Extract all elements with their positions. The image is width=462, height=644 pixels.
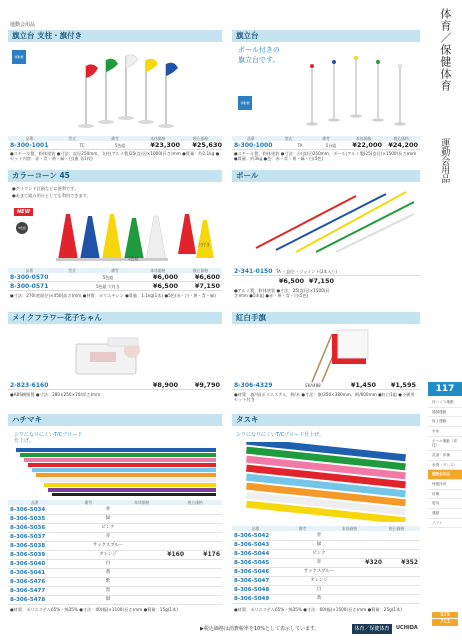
sash-table — [232, 532, 420, 604]
set-badge: 5色組 — [16, 222, 28, 234]
vertical-title: 体育／保健体育 — [438, 8, 452, 92]
table-row: 8-306-5477 黒 — [8, 587, 222, 596]
price-in-tax: ¥25,630 — [192, 141, 222, 150]
price-row — [232, 142, 420, 150]
price-ex-tax: ¥23,300 — [150, 141, 180, 150]
hand-flags-illustration — [302, 328, 382, 384]
table-row: 8-306-5048 白 — [232, 586, 420, 595]
cones-illustration — [48, 204, 218, 264]
price-table-header: 品番 備考 本体価格 税込価格 — [8, 500, 222, 505]
nav-item[interactable]: 表現（ダンス） — [428, 461, 462, 471]
price-row — [8, 274, 222, 282]
table-row: 8-306-5039 オレンジ ¥160 ¥176 — [10, 551, 220, 559]
price-in-tax: ¥9,790 — [194, 381, 220, 390]
nav-item[interactable]: 体つくり運動 — [428, 398, 462, 408]
product-note: ●寸法：270(底面径)×450(高さ)mm ●材質：ポリエチレン ●質量：1.1kg(1本) ●5色(赤・白・黄・青・緑) — [10, 293, 216, 298]
feature-1: ●グラウンド区画などに便利です。 — [12, 186, 79, 191]
delivery-badge: 移動便 — [238, 96, 252, 110]
nav-item[interactable]: 遊具 — [428, 499, 462, 509]
section-title: 紅白手旗 — [232, 312, 420, 324]
footer-category: 体育／保健体育 — [352, 624, 392, 634]
brand-logo: UCHIDA — [396, 625, 418, 631]
price-row — [8, 283, 222, 291]
nav-item[interactable]: 体操 — [428, 490, 462, 500]
price-ex-tax: ¥1,450 — [350, 381, 376, 390]
section-title: ポール — [232, 170, 420, 182]
section-hand-flags — [232, 312, 420, 406]
price-row — [8, 382, 222, 390]
table-row: 8-306-5044 ピンク — [232, 550, 420, 559]
product-note: ●スチール製、粉体塗装 ●寸法：直径250mm、支柱(アルミ製)25(直径)×1000(長さ)mm ●質量：約2.1kg ●セット内容：赤・青・黄・緑・白(旗 各1枚) — [10, 151, 220, 162]
page-ref[interactable]: 929 — [432, 612, 458, 618]
nav-item[interactable]: 武道・体操 — [428, 451, 462, 461]
section-title: カラーコーン 45 — [8, 170, 222, 182]
table-row: 8-306-5041 黄 — [8, 569, 222, 578]
callout: ポール付きの旗立台です。 — [238, 46, 280, 64]
table-row: 8-306-5478 紺 — [8, 596, 222, 605]
headbands-illustration — [16, 446, 216, 496]
table-row: 8-306-5047 オレンジ — [232, 577, 420, 586]
section-title: 旗立台 支柱・旗付き — [8, 30, 222, 42]
model: EKA488 — [305, 383, 321, 388]
price-ex-tax: ¥6,500 — [278, 276, 304, 285]
price-table-header: 品番 型式 備考 本体価格 税込価格 — [8, 268, 222, 273]
price-in-tax: ¥6,600 — [194, 273, 220, 282]
product-note: ●材質：旗/布(ポリエステル、柄/木 ●寸法：旗/350×380mm、柄/600mm ●紅白1組 ●予備用セット付き — [234, 392, 415, 403]
product-code: 2-341-0150 — [234, 267, 273, 275]
section-title: メイクフラワー花子ちゃん — [8, 312, 222, 324]
headband-table — [8, 506, 222, 605]
product-code: 8-300-0571 — [10, 282, 49, 290]
price-row — [232, 268, 420, 276]
footer-note: ▶税込価格は消費税率を10%として表示しています。 — [200, 626, 320, 632]
section-title: タスキ — [232, 414, 420, 426]
product-code: 8-300-1001 — [10, 141, 49, 149]
section-headband — [8, 414, 222, 620]
nav-item[interactable]: 運動 — [428, 509, 462, 519]
label-5color: 5色組 — [128, 256, 139, 261]
top-category: 運動会用品 — [10, 22, 36, 28]
nav-item[interactable]: 水泳 — [428, 427, 462, 437]
nav-item-active[interactable]: 運動会用品 — [428, 470, 462, 480]
nav-item[interactable]: 陸上運動 — [428, 417, 462, 427]
price-ex-tax: ¥6,000 — [152, 273, 178, 282]
product-note: ●アルミ製、粉体塗装 ●寸法：25(直径)×1500(長さ)mm ●5本組 ●赤・黄・青・白(5色) — [234, 288, 330, 299]
callout: シワになりにくいT/Cブロード仕上げ。 — [236, 432, 325, 438]
section-title: 旗立台 — [232, 30, 420, 42]
price-ex-tax: ¥6,500 — [152, 282, 178, 291]
flag-stand-poles-illustration — [302, 48, 412, 128]
new-badge: NEW — [14, 208, 33, 216]
flag-stands-illustration — [68, 46, 188, 130]
product-code: 8-300-0570 — [10, 273, 49, 281]
table-row: 8-306-5046 サックスブルー — [232, 568, 420, 577]
table-row: 8-306-5038 サックスブルー — [8, 542, 222, 551]
table-row: 8-306-5037 赤 — [8, 533, 222, 542]
price-table-header: 品番 型式 備考 本体価格 税込価格 — [8, 136, 222, 141]
section-flag-stand-set — [8, 30, 222, 162]
table-row: 8-306-5043 緑 — [232, 541, 420, 550]
spec: 5色組 穴付き — [96, 284, 120, 289]
product-photo-flags — [68, 46, 188, 130]
nav-item[interactable]: 保健体育 — [428, 480, 462, 490]
flower-maker-illustration — [68, 332, 158, 382]
price-ex-tax: ¥22,000 — [352, 141, 382, 150]
table-row: 8-306-5042 青 — [232, 532, 420, 541]
nav-item[interactable]: ボール運動（球技） — [428, 437, 462, 451]
feature-2: ●あまて組み用台としても利用できます。 — [12, 193, 91, 198]
page-ref[interactable]: 713 — [432, 619, 458, 625]
product-code: 2-823-6160 — [10, 381, 49, 389]
callout: シワになりにくいT/Cブロード仕上げ。 — [14, 432, 83, 445]
section-flag-stand — [232, 30, 420, 162]
delivery-badge: 移動便 — [12, 50, 26, 64]
side-index — [428, 0, 462, 644]
section-title: ハチマキ — [8, 414, 222, 426]
price-in-tax: ¥24,200 — [388, 141, 418, 150]
spec: 5台組 — [325, 143, 337, 148]
product-note: ●ABS樹脂製 ●寸法：280×250×70(厚さ)mm — [10, 392, 101, 397]
price-row — [232, 277, 420, 285]
nav-item[interactable]: 器械運動 — [428, 408, 462, 418]
section-color-cone — [8, 170, 222, 306]
product-code: 8-300-1000 — [234, 141, 273, 149]
spec: 5色組 — [114, 143, 126, 148]
product-note: ●材質：ポリエステル65%・綿35% ●寸法：40(幅)×1100(長さ)mm ●質量：15g(1本) — [10, 607, 178, 612]
side-title — [428, 0, 462, 128]
model: TA — [297, 143, 303, 148]
category-nav — [428, 398, 462, 528]
table-row: 8-306-5049 黄 — [232, 595, 420, 604]
price-row — [232, 382, 420, 390]
product-note: ●材質：ポリエステル65%・綿35% ●寸法：60(幅)×1500(長さ)mm ●質量：25g(1本) — [234, 607, 402, 612]
price-table-header: 品番 型式 備考 本体価格 税込価格 — [232, 136, 420, 141]
nav-item[interactable]: ソフト — [428, 519, 462, 529]
model: TC — [79, 143, 85, 148]
table-row: 8-306-5476 紫 — [8, 578, 222, 587]
price-in-tax: ¥1,595 — [390, 381, 416, 390]
product-note: ●スチール製、粉体塗装 ●寸法：台(直径)250mm、ポール(アルミ製)25(直径)×1500(長さ)mm ●質量：約3kg ●色：赤・青・黄・緑・白(5色) — [234, 151, 417, 162]
section-sash — [232, 414, 420, 620]
price-ex-tax: ¥8,900 — [152, 381, 178, 390]
label-hole: 穴付き — [198, 242, 210, 247]
price-table-header: 品番 備考 本体価格 税込価格 — [232, 526, 420, 531]
spec: TA ・直径 ・ジョイント(2本入り) — [276, 269, 337, 274]
table-row: 8-306-5040 白 — [8, 560, 222, 569]
table-row: 8-306-5036 ピンク — [8, 524, 222, 533]
page-refs — [428, 611, 462, 627]
section-pole — [232, 170, 420, 306]
sashes-illustration — [236, 442, 416, 522]
product-code: 8-306-4329 — [234, 381, 273, 389]
spec: 5色組 — [102, 275, 114, 280]
table-row: 8-306-5045 赤 ¥320 ¥352 — [234, 559, 418, 567]
price-in-tax: ¥7,150 — [308, 276, 334, 285]
price-in-tax: ¥7,150 — [194, 282, 220, 291]
side-subtitle: 運動会用品 — [439, 138, 450, 183]
price-row — [8, 142, 222, 150]
poles-illustration — [236, 188, 416, 254]
page-number: 117 — [428, 382, 462, 396]
section-make-flower — [8, 312, 222, 406]
table-row: 8-306-5034 青 — [8, 506, 222, 515]
table-row: 8-306-5035 緑 — [8, 515, 222, 524]
